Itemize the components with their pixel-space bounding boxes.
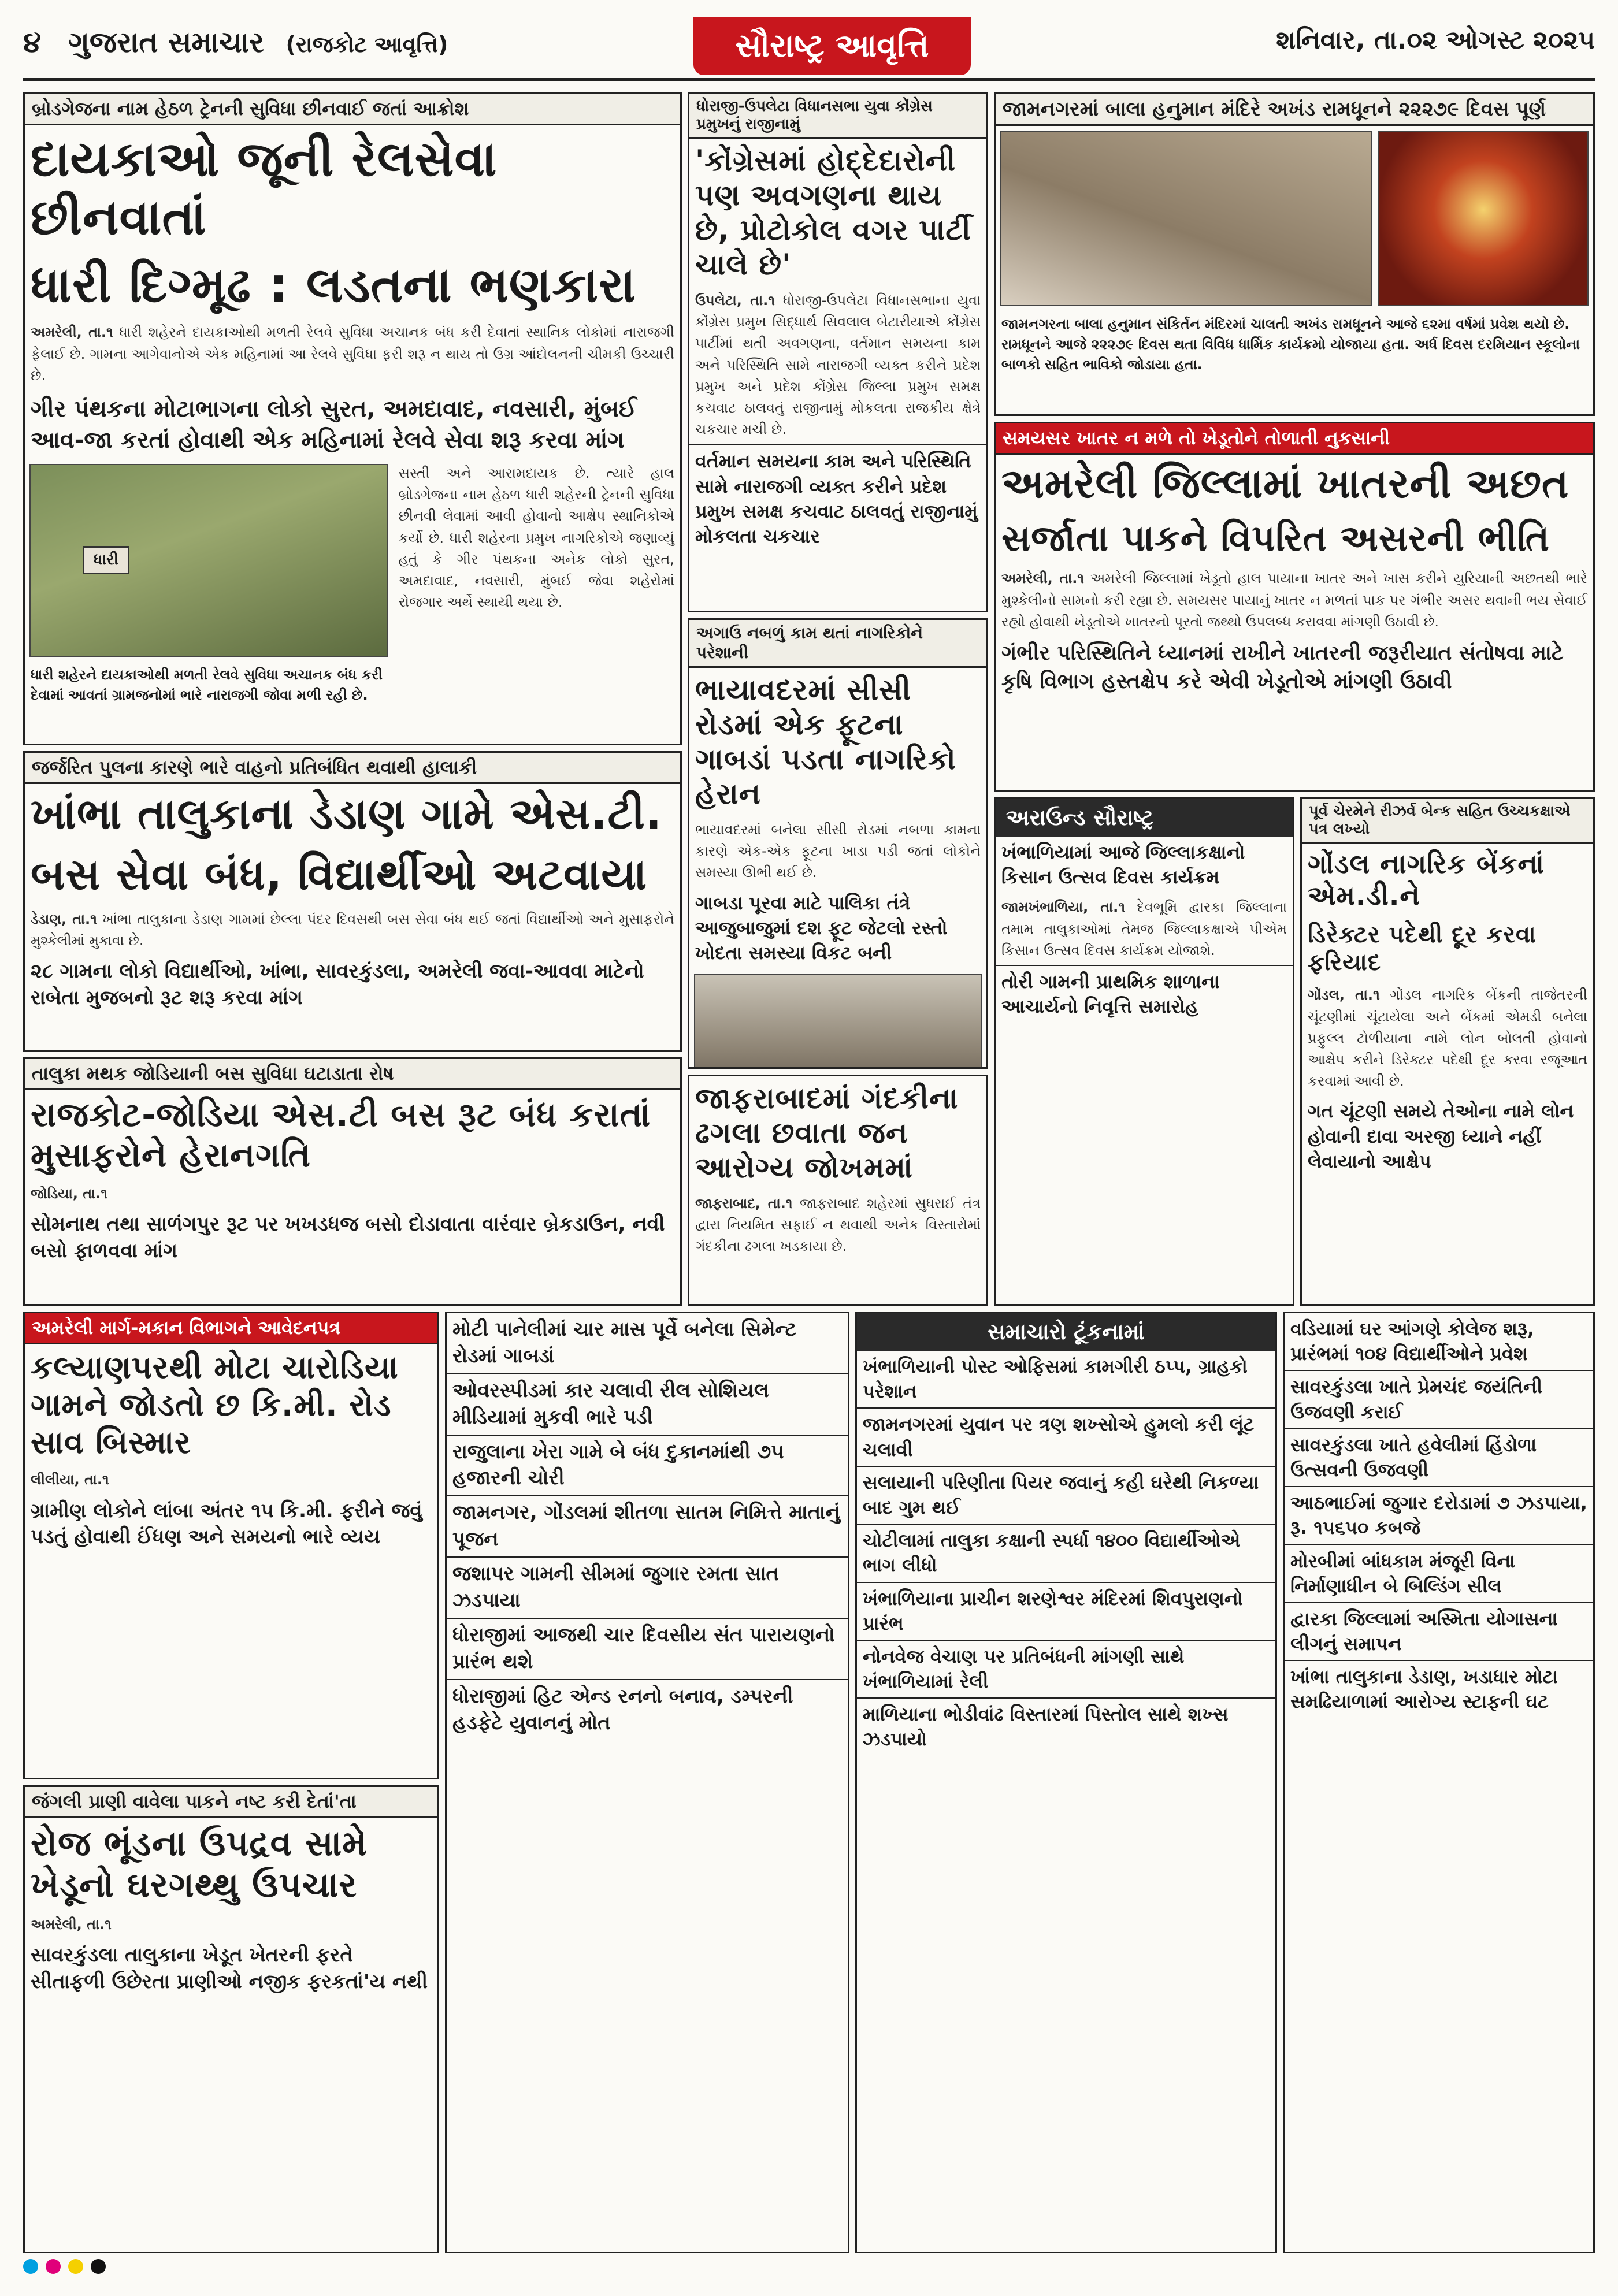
short-news-item: ખંભાળિયાના પ્રાચીન શરણેશ્વર મંદિરમાં શિવપુરાણનો પ્રારંભ (857, 1583, 1275, 1641)
brief-headline: ખાંભા તાલુકાના ડેડાણ, ખડાધાર મોટા સમઢિયાળામાં આરોગ્ય સ્ટાફની ઘટ (1290, 1666, 1558, 1713)
byline: લીલીયા, તા.૧ (31, 1472, 109, 1488)
edition-label: (રાજકોટ આવૃત્તિ) (285, 32, 448, 57)
article-body: દેવભૂમિ દ્વારકા જિલ્લાના તમામ તાલુકાઓમાં તેમજ જિલ્લાકક્ષાએ પીએમ કિસાન ઉત્સવ દિવસ કાર્યક્રમ યોજાશે. (1001, 899, 1287, 958)
subhead: ગત ચૂંટણી સમયે તેઓના નામે લોન હોવાની દાવા અરજી ધ્યાને નહીં લેવાયાનો આક્ષેપ (1308, 1100, 1574, 1172)
registration-dot (91, 2259, 106, 2274)
byline: જોડિયા, તા.૧ (31, 1186, 107, 1202)
section-title: સૌરાષ્ટ્ર આવૃત્તિ (693, 17, 971, 75)
lead-text: ધારી શહેરને દાયકાઓથી મળતી રેલવે સુવિધા અચાનક બંધ કરી દેવાતાં સ્થાનિક લોકોમાં નારાજગી ફેલાઈ છે. ગામના આગેવાનોએ એક મહિનામાં આ રેલવે સુવિધા ફરી શરૂ ન થાય તો ઉગ્ર આંદોલનની ચીમકી ઉચ્ચારી છે. (31, 324, 674, 384)
masthead-left (23, 25, 448, 60)
headline: 'કોંગ્રેસમાં હોદ્દેદારોની પણ અવગણના થાય છે, પ્રોટોકોલ વગર પાર્ટી ચાલે છે' (695, 144, 971, 281)
kicker: ધોરાજી-ઉપલેટા વિધાનસભા યુવા કોંગ્રેસ પ્રમુખનું રાજીનામું (689, 94, 986, 139)
column-around-saurashtra (994, 797, 1294, 1306)
byline: ગોંડલ, તા.૧ (1308, 987, 1380, 1004)
article-wild-boar (23, 1785, 439, 2253)
headline: રાજકોટ-જોડિયા એસ.ટી બસ રૂટ બંધ કરાતાં મુસાફરોને હેરાનગતિ (31, 1095, 651, 1175)
article-dhari-rail (23, 92, 682, 745)
brief-headline: સાવરકુંડલા ખાતે હવેલીમાં હિંડોળા ઉત્સવની ઉજવણી (1285, 1429, 1593, 1487)
article-body: જાફરાબાદ શહેરમાં સુધરાઈ તંત્ર દ્વારા નિયમિત સફાઈ ન થવાથી અનેક વિસ્તારોમાં ગંદકીના ઢગલા ખડકાયા છે. (695, 1195, 981, 1255)
brief-headline: રાજુલાના ખેરા ગામે બે બંધ દુકાનમાંથી ૭૫ હજારની ચોરી (447, 1436, 848, 1497)
byline: અમરેલી, તા.૧ (31, 1916, 112, 1933)
brief-headline: મોરબીમાં બાંધકામ મંજૂરી વિના નિર્માણાધીન બે બિલ્ડિંગ સીલ (1285, 1545, 1593, 1603)
article-body: સસ્તી અને આરામદાયક છે. ત્યારે હાલ બ્રોડગેજના નામ હેઠળ ધારી શહેરની ટ્રેનની સુવિધા છીનવી લેવામાં આવી હોવાનો આક્ષેપ સ્થાનિકોએ કર્યો છે. ધારી શહેરના પ્રમુખ નાગરિકોએ જણાવ્યું હતું કે ગીર પંથકના અનેક લોકો સુરત, અમદાવાદ, નવસારી, મુંબઈ જેવા શહેરોમાં રોજગાર અર્થે સ્થાયી થયા છે. (398, 465, 674, 611)
registration-dot (46, 2259, 61, 2274)
subhead: ગાબડા પૂરવા માટે પાલિકા તંત્રે આજુબાજુમાં દશ ફૂટ જેટલો રસ્તો ખોદતા સમસ્યા વિકટ બની (695, 891, 948, 964)
short-news-item: સલાયાની પરિણીતા પિયર જવાનું કહી ઘરેથી નિકળ્યા બાદ ગુમ થઈ (857, 1467, 1275, 1525)
byline: અમરેલી, તા.૧ (31, 324, 113, 341)
masthead (23, 17, 1595, 81)
brief-headline: જશાપર ગામની સીમમાં જુગાર રમતા સાત ઝડપાયા (447, 1558, 848, 1619)
kicker: જર્જરિત પુલના કારણે ભારે વાહનો પ્રતિબંધિત થવાથી હાલાકી (25, 753, 680, 784)
photo-dhari-station (29, 464, 388, 657)
headline: ખાંભા તાલુકાના ડેડાણ ગામે એસ.ટી. (31, 789, 662, 839)
headline: રોજ ભૂંડના ઉપદ્રવ સામે ખેડૂનો ઘરગથ્થુ ઉપચાર (31, 1823, 368, 1905)
brief-headline: ધોરાજીમાં હિટ એન્ડ રનનો બનાવ, ડમ્પરની હડફેટે યુવાનનું મોત (452, 1684, 793, 1734)
byline: ઉપલેટા, તા.૧ (695, 292, 775, 309)
highlight-text: વર્તમાન સમયના કામ અને પરિસ્થિતિ સામે નારાજગી વ્યક્ત કરીને પ્રદેશ પ્રમુખ સમક્ષ કચવાટ ઠાલવતું રાજીનામું મોકલતા ચકચાર (689, 444, 986, 552)
kicker: પૂર્વ ચેરમેને રીઝર્વ બેન્ક સહિત ઉચ્ચકક્ષાએ પત્ર લખ્યો (1302, 799, 1593, 844)
brief-headline: ઓવરસ્પીડમાં કાર ચલાવી રીલ સોશિયલ મીડિયામાં મુકવી ભારે પડી (447, 1374, 848, 1436)
subhead: ગ્રામીણ લોકોને લાંબા અંતર ૧૫ કિ.મી. ફરીને જવું પડતું હોવાથી ઈંધણ અને સમયનો ભારે વ્યય (31, 1499, 422, 1549)
headline: દાયકાઓ જૂની રેલસેવા છીનવાતાં (31, 131, 498, 246)
kicker: અમરેલી માર્ગ-મકાન વિભાગને આવેદનપત્ર (25, 1313, 437, 1344)
headline: ભાયાવદરમાં સીસી રોડમાં એક ફૂટના ગાબડાં પડતા નાગરિકો હેરાન (695, 673, 956, 811)
short-news-item: ખંભાળિયાની પોસ્ટ ઓફિસમાં કામગીરી ઠપ્પ, ગ્રાહકો પરેશાન (857, 1351, 1275, 1409)
byline: અમરેલી, તા.૧ (1001, 570, 1085, 587)
article-body: ગોંડલ નાગરિક બેંકની તાજેતરની ચૂંટણીમાં ચૂંટાયેલા અને બેંકમાં એમડી બનેલા પ્રફુલ્લ ટોળીયાના નામે લોન બોલતી હોવાનો આક્ષેપ કરીને ડિરેક્ટર પદેથી દૂર કરવા રજૂઆત કરવામાં આવી છે. (1308, 987, 1587, 1090)
photo-caption: જામનગરના બાલા હનુમાન સંકિર્તન મંદિરમાં ચાલતી અખંડ રામધૂનને આજે ૬૨મા વર્ષમાં પ્રવેશ થયો છે. રામધૂનને આજે ૨૨૨૭૯ દિવસ થતા વિવિધ ધાર્મિક કાર્યક્રમો યોજાયા હતા. અર્ધ દિવસ દરમિયાન સ્કૂલોના બાળકો સહિત ભાવિકો જોડાયા હતા. (1001, 316, 1580, 373)
headline: ખંભાળિયામાં આજે જિલ્લાકક્ષાનો કિસાન ઉત્સવ દિવસ કાર્યક્રમ (1001, 841, 1245, 889)
byline: ડેડાણ, તા.૧ (31, 911, 97, 927)
kicker: તાલુકા મથક જોડિયાની બસ સુવિધા ઘટાડાતા રોષ (25, 1059, 680, 1090)
kicker: જંગલી પ્રાણી વાવેલા પાકને નષ્ટ કરી દેતાં'તા (25, 1787, 437, 1818)
photo-hanuman-deity (1378, 131, 1589, 306)
subhead: ગીર પંથકના મોટાભાગના લોકો સુરત, અમદાવાદ, નવસારી, મુંબઈ આવ-જા કરતાં હોવાથી એક મહિનામાં રેલવે સેવા શરૂ કરવા માંગ (31, 395, 637, 454)
article-dhoraji-congress (688, 92, 988, 612)
kicker: સમયસર ખાતર ન મળે તો ખેડૂતોને તોળાતી નુકસાની (996, 423, 1593, 455)
section-label: અરાઉન્ડ સૌરાષ્ટ્ર (996, 799, 1293, 837)
subhead: સોમનાથ તથા સાળંગપુર રૂટ પર ખખડધજ બસો દોડાવાતા વારંવાર બ્રેકડાઉન, નવી બસો ફાળવવા માંગ (31, 1213, 665, 1263)
short-news-item: જામનગરમાં યુવાન પર ત્રણ શખ્સોએ હુમલો કરી લૂંટ ચલાવી (857, 1409, 1275, 1466)
photo-caption: ધારી શહેરને દાયકાઓથી મળતી રેલવે સુવિધા અચાનક બંધ કરી દેવામાં આવતાં ગ્રામજનોમાં ભારે નારાજગી જોવા મળી રહી છે. (31, 666, 383, 703)
article-gondal-bank (1300, 797, 1595, 1306)
headline: જામનગરમાં બાલા હનુમાન મંદિરે અખંડ રામધૂનને ૨૨૨૭૯ દિવસ પૂર્ણ (996, 94, 1593, 126)
article-body: અમરેલી જિલ્લામાં ખેડૂતો હાલ પાયાના ખાતર અને ખાસ કરીને યુરિયાની અછતથી ભારે મુશ્કેલીનો સામનો કરી રહ્યા છે. સમયસર પાયાનું ખાતર ન મળતાં પાક પર ગંભીર અસર થવાની ભય સેવાઈ રહ્યો હોવાથી ખેડૂતોએ ખાતરનો પૂરતો જથ્થો ઉપલબ્ધ કરાવવા માંગણી ઉઠાવી છે. (1001, 570, 1587, 630)
headline: કલ્યાણપરથી મોટા ચારોડિયા ગામને જોડતો છ કિ.મી. રોડ સાવ બિસ્માર (31, 1349, 399, 1461)
article-body: ખાંભા તાલુકાના ડેડાણ ગામમાં છેલ્લા પંદર દિવસથી બસ સેવા બંધ થઈ જતાં વિદ્યાર્થીઓ અને મુસાફરોને મુશ્કેલીમાં મુકાવા છે. (31, 911, 674, 949)
photo-road-pothole (694, 974, 982, 1069)
brief-headline: દ્વારકા જિલ્લામાં અસ્મિતા યોગાસના લીગનું સમાપન (1285, 1603, 1593, 1661)
article-rajkot-jodiya (23, 1057, 682, 1306)
subhead: સાવરકુંડલા તાલુકાના ખેડૂત ખેતરની ફરતે સીતાફળી ઉછેરતા પ્રાણીઓ નજીક ફરકતાં'ય નથી (31, 1944, 428, 1994)
subhead: ગંભીર પરિસ્થિતિને ધ્યાનમાં રાખીને ખાતરની જરૂરીયાત સંતોષવા માટે કૃષિ વિભાગ હસ્તક્ષેપ કરે એવી ખેડૂતોએ માંગણી ઉઠાવી (1001, 641, 1564, 693)
station-sign: ધારી (83, 546, 129, 574)
article-fertilizer (994, 422, 1595, 792)
column-right-briefs (1283, 1312, 1595, 2253)
headline: બસ સેવા બંધ, વિદ્યાર્થીઓ અટવાયા (31, 849, 648, 900)
article-body: ધોરાજી-ઉપલેટા વિધાનસભાના યુવા કોંગ્રેસ પ્રમુખ સિદ્ધાર્થ સિવલાલ બેટારીયાએ કોંગ્રેસ પાર્ટીમાં થતી અવગણના, વર્તમાન સમયના કામ અને પરિસ્થિતિ સામે નારાજગી વ્યક્ત કરીને પ્રદેશ પ્રમુખ અને પ્રદેશ કોંગ્રેસ જિલ્લા પ્રમુખ સમક્ષ કચવાટ ઠાલવતું રાજીનામું મોકલતા રાજકીય ક્ષેત્રે ચકચાર મચી છે. (695, 292, 981, 438)
kicker: બ્રોડગેજના નામ હેઠળ ટ્રેનની સુવિધા છીનવાઈ જતાં આક્રોશ (25, 94, 680, 125)
article-khambha-bus (23, 751, 682, 1052)
byline: જામખંભાળિયા, તા.૧ (1001, 899, 1125, 916)
photo-kids-ramdhun (1000, 131, 1372, 306)
short-news-item: નોનવેજ વેચાણ પર પ્રતિબંધની માંગણી સાથે ખંભાળિયામાં રેલી (857, 1641, 1275, 1699)
print-registration-marks (23, 2259, 1595, 2282)
brief-headline: વડિયામાં ઘર આંગણે કોલેજ શરૂ, પ્રારંભમાં ૧૦૪ વિદ્યાર્થીઓને પ્રવેશ (1285, 1313, 1593, 1371)
headline: અમરેલી જિલ્લામાં ખાતરની અછત (1001, 460, 1569, 507)
registration-dot (23, 2259, 38, 2274)
article-kalyanpur-road (23, 1312, 439, 1779)
article-body: ભાયાવદરમાં બનેલા સીસી રોડમાં નબળા કામના કારણે એક-એક ફૂટના ખાડા પડી જતાં લોકોને સમસ્યા ઊભી થઈ છે. (695, 822, 981, 881)
issue-date: શનિવાર, તા.૦૨ ઓગસ્ટ ૨૦૨૫ (1276, 25, 1595, 55)
brief-headline: સાવરકુંડલા ખાતે પ્રેમચંદ જયંતિની ઉજવણી કરાઈ (1285, 1371, 1593, 1429)
headline: ગોંડલ નાગરિક બેંકનાં એમ.ડી.ને (1308, 848, 1545, 912)
headline: ધારી દિગ્મૂઢ : લડતના ભણકારા (31, 256, 637, 313)
column-middle-briefs (445, 1312, 849, 2253)
subhead: ૨૮ ગામના લોકો વિદ્યાર્થીઓ, ખાંભા, સાવરકુંડલા, અમરેલી જવા-આવવા માટેનો રાબેતા મુજબનો રૂટ શરૂ કરવા માંગ (31, 959, 644, 1009)
article-jafrabad (688, 1075, 988, 1306)
headline: તોરી ગામની પ્રાથમિક શાળાના આચાર્યનો નિવૃત્તિ સમારોહ (996, 965, 1293, 1023)
brief-headline: જામનગર, ગોંડલમાં શીતળા સાતમ નિમિત્તે માતાનું પૂજન (447, 1496, 848, 1558)
registration-dot (68, 2259, 83, 2274)
brief-headline: મોટી પાનેલીમાં ચાર માસ પૂર્વે બનેલા સિમેન્ટ રોડમાં ગાબડાં (447, 1313, 848, 1374)
byline: જાફરાબાદ, તા.૧ (695, 1195, 793, 1212)
section-label: સમાચારો ટૂંકનામાં (857, 1313, 1275, 1351)
kicker: અગાઉ નબળું કામ થતાં નાગરિકોને પરેશાની (689, 620, 986, 668)
short-news-item: માળિયાના ભોડીવાંઢ વિસ્તારમાં પિસ્તોલ સાથે શખ્સ ઝડપાયો (863, 1703, 1229, 1751)
article-ramdhun (994, 92, 1595, 416)
column-short-news (855, 1312, 1277, 2253)
headline: ડિરેક્ટર પદેથી દૂર કરવા ફરિયાદ (1308, 922, 1537, 976)
headline: સર્જાતા પાકને વિપરિત અસરની ભીતિ (1001, 517, 1550, 559)
headline: જાફરાબાદમાં ગંદકીના ઢગલા છવાતા જન આરોગ્ય જોખમમાં (695, 1082, 959, 1184)
brief-headline: આઠભાઈમાં જુગાર દરોડામાં ૭ ઝડપાયા, રૂ. ૧૫૬૫૦ કબજે (1285, 1487, 1593, 1545)
brief-headline: ધોરાજીમાં આજથી ચાર દિવસીય સંત પારાયણનો પ્રારંભ થશે (447, 1619, 848, 1680)
paper-name: ગુજરાત સમાચાર (68, 25, 265, 59)
short-news-item: ચોટીલામાં તાલુકા કક્ષાની સ્પર્ધા ૧૪૦૦ વિદ્યાર્થીઓએ ભાગ લીધો (857, 1525, 1275, 1582)
article-bhayavadar (688, 618, 988, 1069)
page-number: ૪ (23, 25, 41, 59)
